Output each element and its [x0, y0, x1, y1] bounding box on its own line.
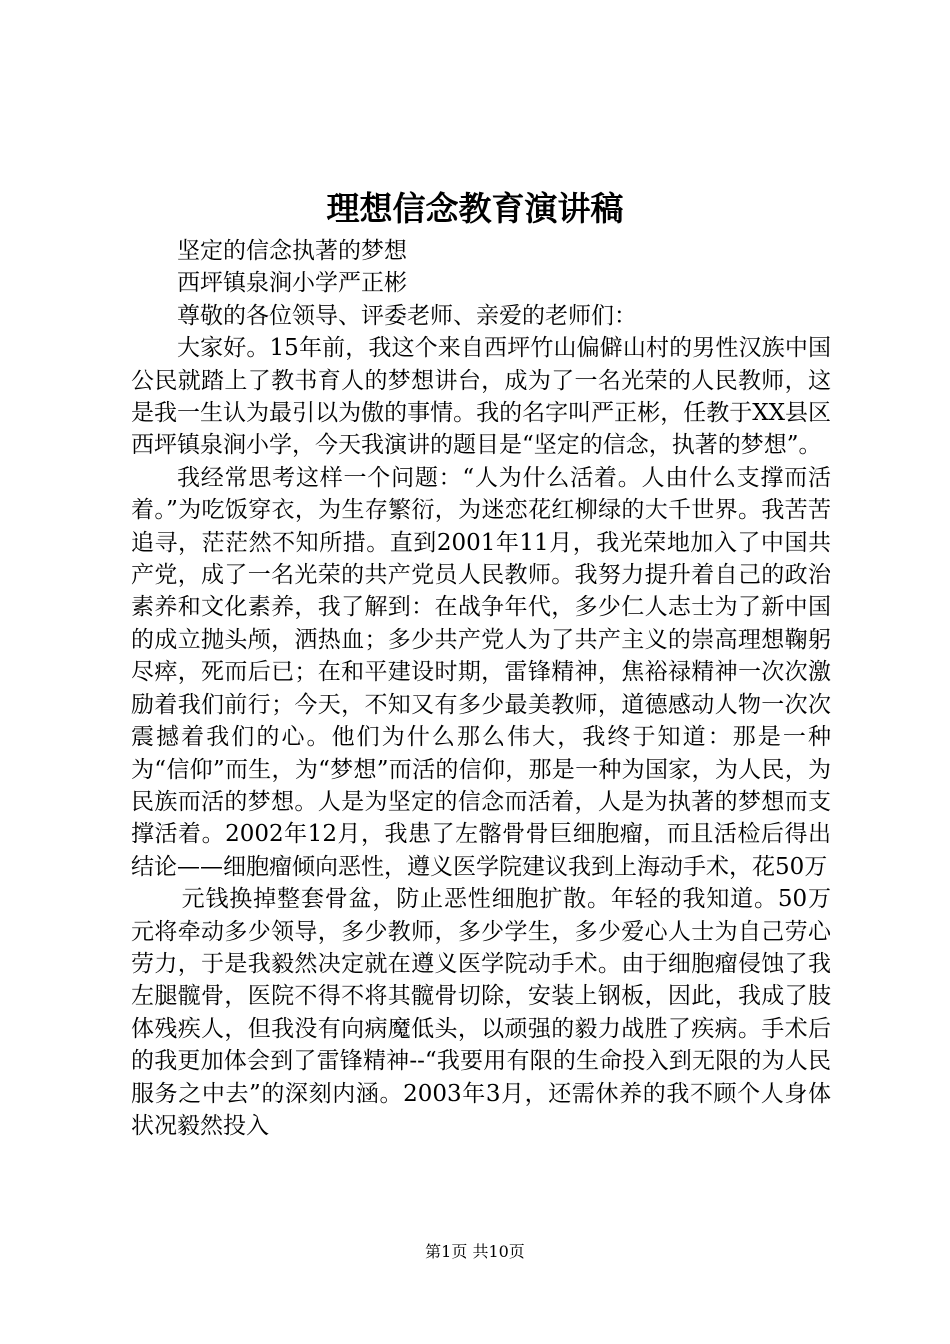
document-title: 理想信念教育演讲稿 [326, 189, 624, 228]
body-paragraph: 大家好。15年前，我这个来自西坪竹山偏僻山村的男性汉族中国公民就踏上了教书育人的梦想讲台，成为了一名光荣的人民教师，这是我一生认为最引以为傲的事情。我的名字叫严正彬，任教于XX县区西坪镇泉涧小学，今天我演讲的题目是“坚定的信念，执著的梦想”。 [131, 335, 831, 459]
speaker-line: 西坪镇泉涧小学严正彬 [177, 270, 407, 297]
body-paragraph: 元钱换掉整套骨盆，防止恶性细胞扩散。年轻的我知道。50万元将牵动多少领导，多少教师，多少学生，多少爱心人士为自己劳心劳力，于是我毅然决定就在遵义医学院动手术。由于细胞瘤侵蚀了我左腿髋骨，医院不得不将其髋骨切除，安装上钢板，因此，我成了肢体残疾人，但我没有向病魔低头，以顽强的毅力战胜了疾病。手术后的我更加体会到了雷锋精神--“我要用有限的生命投入到无限的为人民服务之中去”的深刻内涵。2003年3月，还需休养的我不顾个人身体状况毅然投入 [131, 886, 831, 1139]
document-body [131, 235, 831, 1142]
body-paragraph: 我经常思考这样一个问题：“人为什么活着。人由什么支撑而活着。”为吃饭穿衣，为生存繁衍，为迷恋花红柳绿的大千世界。我苦苦追寻，茫茫然不知所措。直到2001年11月，我光荣地加入了中国共产党，成了一名光荣的共产党员人民教师。我努力提升着自己的政治素养和文化素养，我了解到：在战争年代，多少仁人志士为了新中国的成立抛头颅，洒热血；多少共产党人为了共产主义的崇高理想鞠躬尽瘁，死而后已；在和平建设时期，雷锋精神，焦裕禄精神一次次激励着我们前行；今天，不知又有多少最美教师，道德感动人物一次次震撼着我们的心。他们为什么那么伟大，我终于知道：那是一种为“信仰”而生，为“梦想”而活的信仰，那是一种为国家，为人民，为民族而活的梦想。人是为坚定的信念而活着，人是为执著的梦想而支撑活着。2002年12月，我患了左髂骨骨巨细胞瘤，而且活检后得出结论——细胞瘤倾向恶性，遵义医学院建议我到上海动手术，花50万 [131, 464, 831, 880]
salutation: 尊敬的各位领导、评委老师、亲爱的老师们： [177, 302, 637, 329]
speech-subtitle: 坚定的信念执著的梦想 [177, 238, 407, 264]
page-footer: 第1页 共10页 [425, 1242, 525, 1261]
